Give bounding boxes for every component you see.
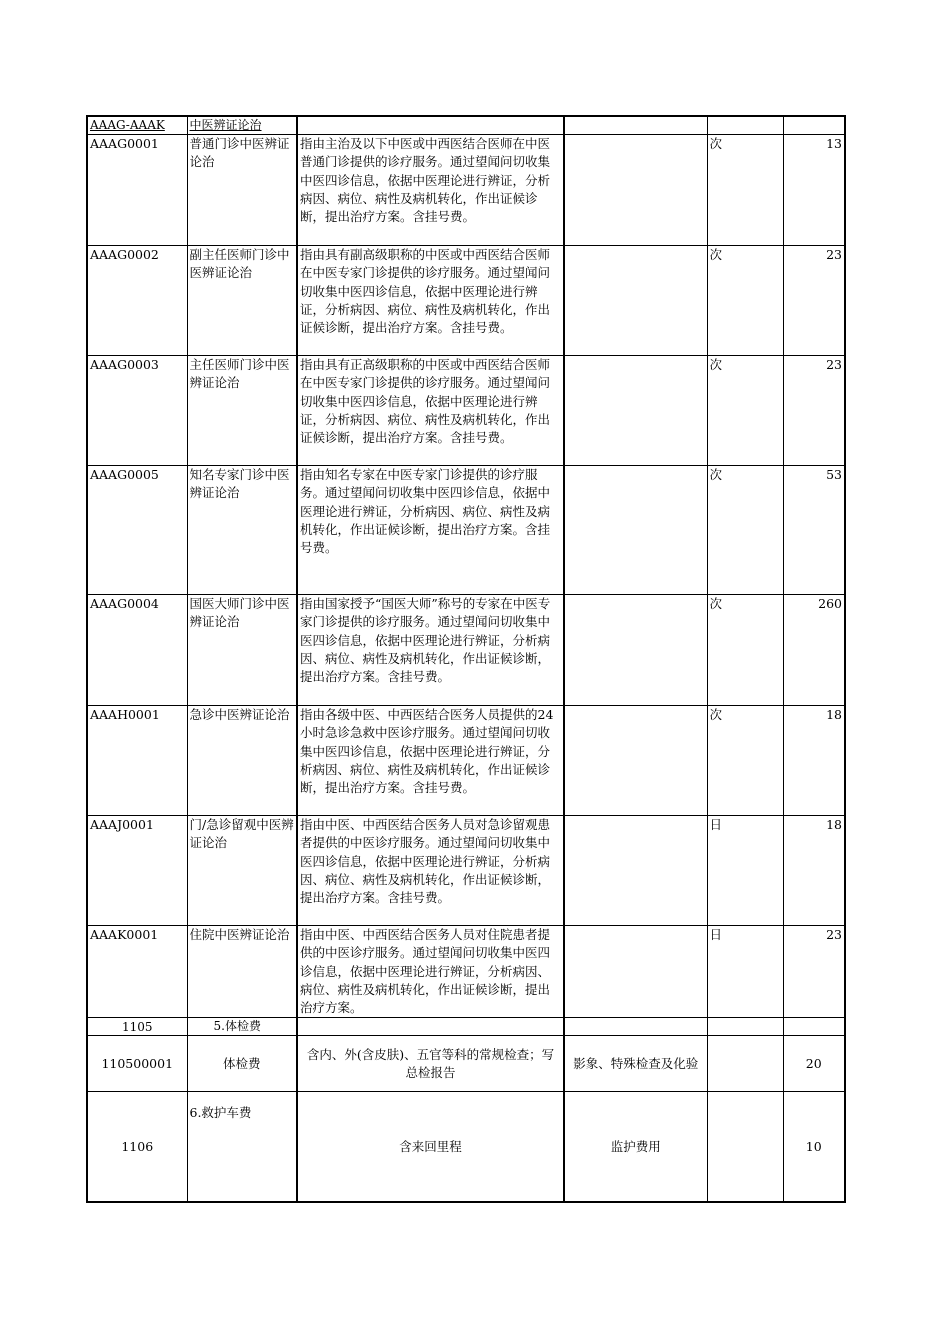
item-unit: 次 [707,595,783,706]
table-row [87,595,845,706]
item-name: 普通门诊中医辨证论治 [187,135,297,246]
ambulance-description: 含来回里程 [297,1092,564,1202]
section-desc [297,116,564,135]
table-row [87,926,845,1018]
item-exclusion [564,926,707,1018]
item-unit: 次 [707,356,783,466]
item-price: 53 [783,466,845,595]
exam-exclusion: 影象、特殊检查及化验 [564,1036,707,1092]
item-name: 门/急诊留观中医辨证论治 [187,816,297,926]
section-header-row [87,116,845,135]
table-row [87,466,845,595]
item-code: AAAG0002 [87,246,187,356]
item-name: 急诊中医辨证论治 [187,706,297,816]
item-code: AAAK0001 [87,926,187,1018]
item-description: 指由各级中医、中西医结合医务人员提供的24小时急诊急救中医诊疗服务。通过望闻问切收集中医四诊信息，依据中医理论进行辨证，分析病因、病位、病性及病机转化，作出证候诊断，提出治疗方案。含挂号费。 [297,706,564,816]
item-unit: 次 [707,135,783,246]
ambulance-row [87,1092,845,1202]
ambulance-code: 1106 [87,1092,187,1202]
item-price: 260 [783,595,845,706]
item-name: 住院中医辨证论治 [187,926,297,1018]
ambulance-name: 6.救护车费 [187,1092,297,1202]
ambulance-unit [707,1092,783,1202]
item-description: 指由中医、中西医结合医务人员对急诊留观患者提供的中医诊疗服务。通过望闻问切收集中医四诊信息，依据中医理论进行辨证，分析病因、病位、病性及病机转化，作出证候诊断，提出治疗方案。含挂号费。 [297,816,564,926]
item-name: 主任医师门诊中医辨证论治 [187,356,297,466]
fee-table [86,115,846,1203]
exam-section-row [87,1018,845,1036]
item-description: 指由国家授予“国医大师”称号的专家在中医专家门诊提供的诊疗服务。通过望闻问切收集中医四诊信息，依据中医理论进行辨证，分析病因、病位、病性及病机转化，作出证候诊断，提出治疗方案。含挂号费。 [297,595,564,706]
item-code: AAAG0003 [87,356,187,466]
item-price: 23 [783,356,845,466]
exam-code: 110500001 [87,1036,187,1092]
item-code: AAAJ0001 [87,816,187,926]
section-unit [707,116,783,135]
exam-section-exclusion [564,1018,707,1036]
item-price: 18 [783,816,845,926]
item-code: AAAH0001 [87,706,187,816]
item-unit: 日 [707,816,783,926]
exam-price: 20 [783,1036,845,1092]
table-row [87,135,845,246]
item-code: AAAG0005 [87,466,187,595]
item-exclusion [564,595,707,706]
item-name: 国医大师门诊中医辨证论治 [187,595,297,706]
item-code: AAAG0004 [87,595,187,706]
item-description: 指由具有副高级职称的中医或中西医结合医师在中医专家门诊提供的诊疗服务。通过望闻问切收集中医四诊信息，依据中医理论进行辨证，分析病因、病位、病性及病机转化，作出证候诊断，提出治疗方案。含挂号费。 [297,246,564,356]
table-row [87,356,845,466]
exam-section-code: 1105 [87,1018,187,1036]
ambulance-exclusion: 监护费用 [564,1092,707,1202]
exam-row [87,1036,845,1092]
section-name: 中医辨证论治 [187,116,297,135]
item-exclusion [564,356,707,466]
item-exclusion [564,135,707,246]
exam-section-unit [707,1018,783,1036]
item-price: 18 [783,706,845,816]
item-unit: 次 [707,706,783,816]
exam-section-name: 5.体检费 [187,1018,297,1036]
exam-section-desc [297,1018,564,1036]
item-description: 指由主治及以下中医或中西医结合医师在中医普通门诊提供的诊疗服务。通过望闻问切收集中医四诊信息，依据中医理论进行辨证，分析病因、病位、病性及病机转化，作出证候诊断，提出治疗方案。含挂号费。 [297,135,564,246]
item-exclusion [564,466,707,595]
section-price [783,116,845,135]
exam-description: 含内、外(含皮肤)、五官等科的常规检查；写总检报告 [297,1036,564,1092]
item-exclusion [564,706,707,816]
item-exclusion [564,246,707,356]
item-price: 13 [783,135,845,246]
table-row [87,246,845,356]
table-row [87,816,845,926]
section-exclusion [564,116,707,135]
item-price: 23 [783,246,845,356]
section-code: AAAG-AAAK [87,116,187,135]
item-exclusion [564,816,707,926]
item-description: 指由中医、中西医结合医务人员对住院患者提供的中医诊疗服务。通过望闻问切收集中医四诊信息，依据中医理论进行辨证，分析病因、病位、病性及病机转化，作出证候诊断，提出治疗方案。 [297,926,564,1018]
item-name: 知名专家门诊中医辨证论治 [187,466,297,595]
ambulance-price: 10 [783,1092,845,1202]
exam-section-price [783,1018,845,1036]
table-row [87,706,845,816]
exam-unit [707,1036,783,1092]
item-description: 指由具有正高级职称的中医或中西医结合医师在中医专家门诊提供的诊疗服务。通过望闻问切收集中医四诊信息，依据中医理论进行辨证，分析病因、病位、病性及病机转化，作出证候诊断，提出治疗方案。含挂号费。 [297,356,564,466]
item-unit: 日 [707,926,783,1018]
item-description: 指由知名专家在中医专家门诊提供的诊疗服务。通过望闻问切收集中医四诊信息，依据中医理论进行辨证，分析病因、病位、病性及病机转化，作出证候诊断，提出治疗方案。含挂号费。 [297,466,564,595]
exam-name: 体检费 [187,1036,297,1092]
item-name: 副主任医师门诊中医辨证论治 [187,246,297,356]
item-code: AAAG0001 [87,135,187,246]
item-unit: 次 [707,466,783,595]
item-price: 23 [783,926,845,1018]
item-unit: 次 [707,246,783,356]
